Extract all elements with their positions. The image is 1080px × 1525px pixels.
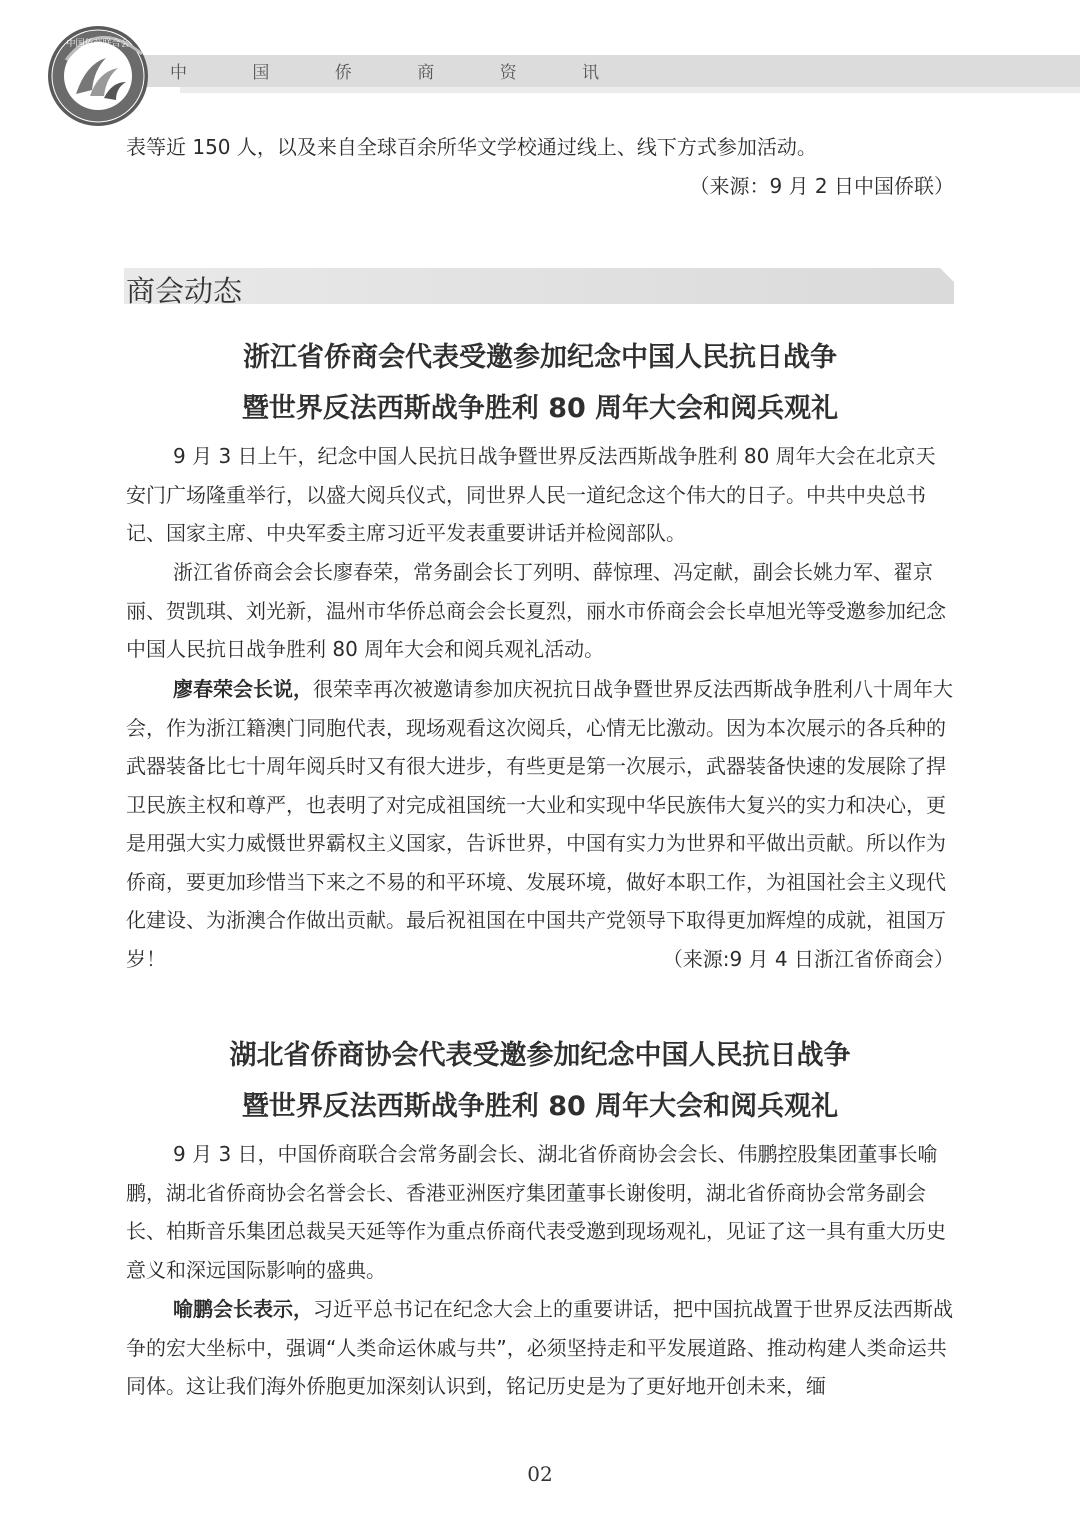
article2-paragraph-2 [126, 1290, 954, 1406]
article1-paragraph-2: 浙江省侨商会会长廖春荣，常务副会长丁列明、薛惊理、冯定献，副会长姚力军、翟京丽、贺凯琪、刘光新，温州市华侨总商会会长夏烈，丽水市侨商会会长卓旭光等受邀参加纪念中国人民抗日战争胜利 80 周年大会和阅兵观礼活动。 [126, 560, 946, 661]
article2-title-line2: 暨世界反法西斯战争胜利 80 周年大会和阅兵观礼 [241, 1091, 839, 1122]
section-bar [124, 268, 954, 308]
article2-paragraph-1: 9 月 3 日，中国侨商联合会常务副会长、湖北省侨商协会会长、伟鹏控股集团董事长喻鹏，湖北省侨商协会名誉会长、香港亚洲医疗集团董事长谢俊明，湖北省侨商协会常务副会长、柏斯音乐集团总裁吴天延等作为重点侨商代表受邀到现场观礼，见证了这一具有重大历史意义和深远国际影响的盛典。 [126, 1142, 946, 1282]
running-title: 中 国 侨 商 资 讯 [170, 63, 630, 83]
svg-text:中国侨商联合会: 中国侨商联合会 [66, 39, 130, 49]
article1-source: （来源:9 月 4 日浙江省侨商会） [662, 946, 954, 971]
logo-emblem-icon [46, 24, 150, 128]
page-number: 02 [527, 1462, 553, 1486]
article1-title [100, 332, 980, 434]
header-band-shadow [180, 87, 1080, 93]
article2-title-line1: 湖北省侨商协会代表受邀参加纪念中国人民抗日战争 [229, 1040, 851, 1071]
article2-title [100, 1030, 980, 1132]
article2-quote-body: 习近平总书记在纪念大会上的重要讲话，把中国抗战置于世界反法西斯战争的宏大坐标中，强调“人类命运休戚与共”，必须坚持走和平发展道路、推动构建人类命运共同体。这让我们海外侨胞更加深刻认识到，铭记历史是为了更好地开创未来，缅 [126, 1297, 953, 1398]
article2-quote-lead: 喻鹏会长表示， [173, 1297, 313, 1321]
article1-paragraph-1: 9 月 3 日上午，纪念中国人民抗日战争暨世界反法西斯战争胜利 80 周年大会在北京天安门广场隆重举行，以盛大阅兵仪式，同世界人民一道纪念这个伟大的日子。中共中央总书记、国家主席、中央军委主席习近平发表重要讲话并检阅部队。 [126, 444, 936, 545]
article1-quote-body: 很荣幸再次被邀请参加庆祝抗日战争暨世界反法西斯战争胜利八十周年大会，作为浙江籍澳门同胞代表，现场观看这次阅兵，心情无比激动。因为本次展示的各兵种的武器装备比七十周年阅兵时又有很大进步，有些更是第一次展示，武器装备快速的发展除了捍卫民族主权和尊严，也表明了对完成祖国统一大业和实现中华民族伟大复兴的实力和决心，更是用强大实力威慑世界霸权主义国家，告诉世界，中国有实力为世界和平做出贡献。所以作为侨商，要更加珍惜当下来之不易的和平环境、发展环境，做好本职工作，为祖国社会主义现代化建设、为浙澳合作做出贡献。最后祝祖国在中国共产党领导下取得更加辉煌的成就，祖国万岁！ [126, 677, 953, 971]
article1-title-line2: 暨世界反法西斯战争胜利 80 周年大会和阅兵观礼 [241, 393, 839, 424]
article1-title-line1: 浙江省侨商会代表受邀参加纪念中国人民抗日战争 [243, 342, 837, 373]
intro-text: 表等近 150 人，以及来自全球百余所华文学校通过线上、线下方式参加活动。 [126, 135, 817, 159]
intro-source: （来源：9 月 2 日中国侨联） [689, 174, 954, 198]
article1-paragraph-3 [126, 670, 954, 978]
logo [46, 24, 150, 128]
section-title: 商会动态 [126, 274, 243, 308]
article1-quote-lead: 廖春荣会长说， [173, 677, 313, 701]
